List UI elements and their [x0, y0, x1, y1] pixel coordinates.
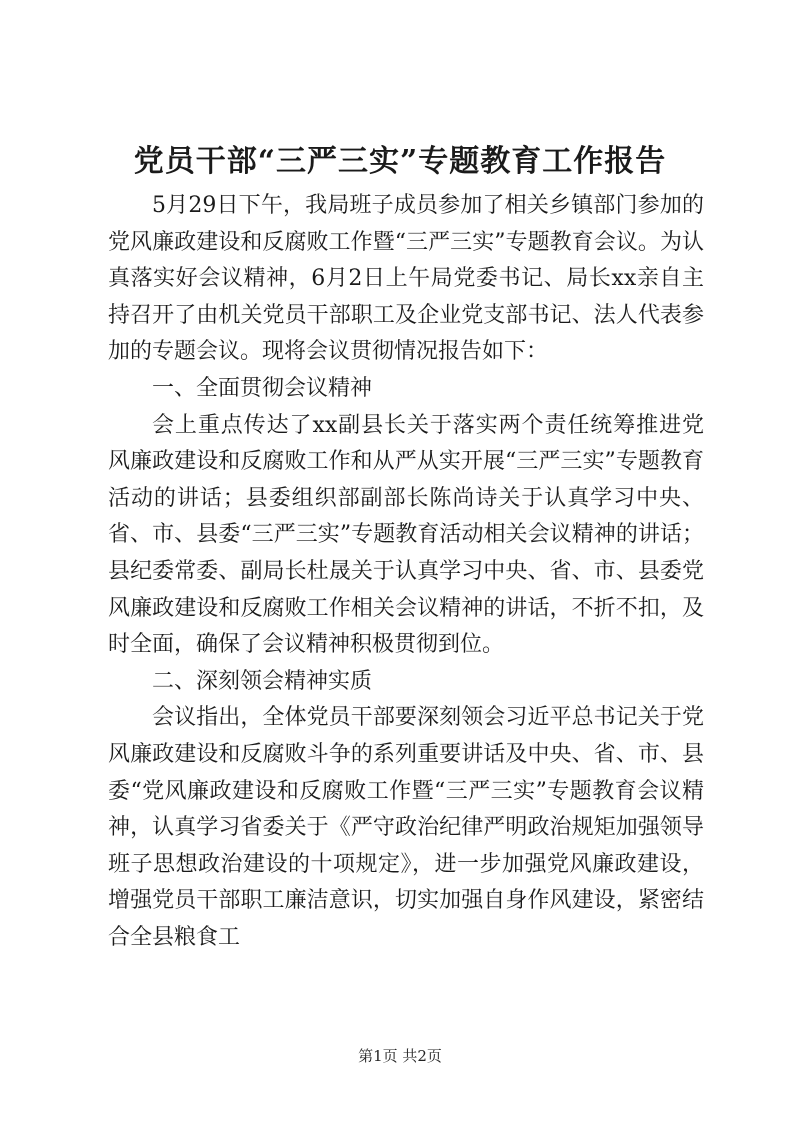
section-heading-2: 二、深刻领会精神实质: [152, 668, 373, 694]
page-number-footer: 第1页 共2页: [358, 1047, 442, 1065]
document-title: 党员干部“三严三实”专题教育工作报告: [133, 144, 667, 179]
section-heading-1: 一、全面贯彻会议精神: [152, 375, 373, 401]
paragraph-section-2: 会议指出，全体党员干部要深刻领会习近平总书记关于党风廉政建设和反腐败斗争的系列重要讲话及中央、省、市、县委“党风廉政建设和反腐败工作暨“三严三实”专题教育会议精神，认真学习省委关于《严守政治纪律严明政治规矩加强领导班子思想政治建设的十项规定》，进一步加强党风廉政建设，增强党员干部职工廉洁意识，切实加强自身作风建设，紧密结合全县粮食工: [108, 705, 704, 950]
paragraph-section-1: 会上重点传达了xx副县长关于落实两个责任统筹推进党风廉政建设和反腐败工作和从严从实开展“三严三实”专题教育活动的讲话；县委组织部副部长陈尚诗关于认真学习中央、省、市、县委“三严三实”专题教育活动相关会议精神的讲话；县纪委常委、副局长杜晟关于认真学习中央、省、市、县委党风廉政建设和反腐败工作相关会议精神的讲话，不折不扣，及时全面，确保了会议精神积极贯彻到位。: [108, 412, 704, 658]
document-body: [108, 188, 704, 956]
paragraph-intro: 5月29日下午，我局班子成员参加了相关乡镇部门参加的党风廉政建设和反腐败工作暨“三严三实”专题教育会议。为认真落实好会议精神，6月2日上午局党委书记、局长xx亲自主持召开了由机关党员干部职工及企业党支部书记、法人代表参加的专题会议。现将会议贯彻情况报告如下：: [108, 193, 704, 365]
